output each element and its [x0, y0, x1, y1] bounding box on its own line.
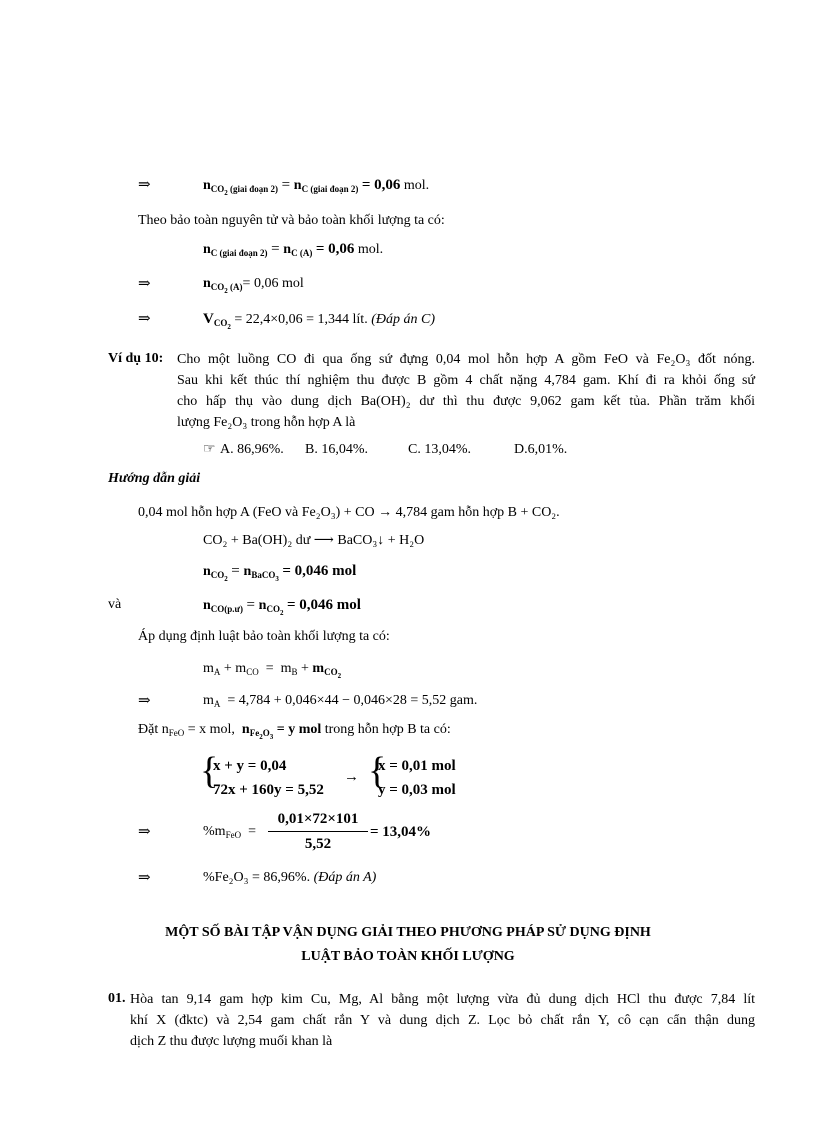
exercise-line: dịch Z thu được lượng muối khan là — [130, 1034, 333, 1049]
final-result-line — [203, 869, 376, 887]
set-variables-line: Đặt $n_{FeO} = x$ mol, $n_{Fe_2O_3} = y$ mol trong hỗn hợp B ta có: — [138, 722, 451, 741]
percent-label: %m — [203, 824, 226, 839]
choice-c: C. 13,04%. — [408, 442, 471, 457]
example-label: Ví dụ 10: — [108, 351, 164, 366]
step1-value: = 0,06 — [361, 177, 401, 193]
step4-equation: $V_{CO_2} = 22,4\times 0,06 = 1,344$ lít. (Đáp án C) — [203, 311, 435, 331]
fraction-denominator: 5,52 — [304, 836, 332, 852]
system-right-eq-1: x = 0,01 mol — [378, 758, 456, 774]
final-answer: (Đáp án A) — [313, 870, 377, 885]
step4-answer: (Đáp án C) — [371, 312, 435, 327]
and-word: và — [108, 597, 122, 612]
reaction-line-1: 0,04 mol hỗn hợp A (FeO và Fe₂O₃) + CO → 4,784 gam hỗn hợp B + CO₂. — [138, 505, 560, 520]
exercise-number: 01. — [108, 991, 126, 1006]
set-vars-x: = x mol, — [187, 722, 235, 737]
mass-calculation: $m_A = 4,784 + 0,046\times 44 - 0,046\times 28 = 5,52$ gam. — [203, 693, 478, 709]
reaction-line-2: CO₂ + Ba(OH)₂ dư ⟶ BaCO₃↓ + H₂O — [203, 533, 425, 548]
exercise-line: khí X (đktc) và 2,54 gam chất rắn Y và dung dịch Z. Lọc bỏ chất rắn Y, cô cạn cẩn thận dung — [130, 1013, 755, 1028]
implies-arrow: ⇒ — [138, 870, 151, 886]
set-vars-prefix: Đặt n — [138, 722, 169, 737]
example-line: cho hấp thụ vào dung dịch Ba(OH)₂ dư thì thu được 9,062 gam kết tủa. Phần trăm khối — [177, 394, 755, 409]
implies-arrow: ⇒ — [138, 276, 151, 292]
guide-title: Hướng dẫn giải — [108, 471, 201, 486]
step3-value: = 0,06 mol — [242, 276, 304, 291]
apply-law-text: Áp dụng định luật bảo toàn khối lượng ta có: — [138, 629, 390, 644]
set-vars-y: = y mol — [276, 722, 322, 737]
co-moles-equation: $n_{CO(p.ư)} = n_{CO_2} = 0,046$ mol — [203, 597, 361, 617]
system-right-eq-2: y = 0,03 mol — [378, 782, 456, 798]
implies-arrow: ⇒ — [138, 693, 151, 709]
section-heading-line-2: LUẬT BẢO TOÀN KHỐI LƯỢNG — [301, 949, 515, 964]
exercise-text — [130, 989, 755, 1052]
mass-balance-equation: $m_A + m_{CO} = m_B + m_{CO_2}$ — [203, 661, 342, 680]
percent-feo-label: $\%m_{FeO}$ = — [203, 824, 256, 840]
co2-moles-equation: $n_{CO_2} = n_{BaCO_3} = 0,046$ mol — [203, 563, 357, 583]
choice-b: B. 16,04%. — [305, 442, 368, 457]
right-arrow-icon: → — [344, 769, 359, 785]
right-brace: { — [368, 750, 387, 792]
example-text — [177, 349, 755, 433]
example-line: Cho một luồng CO đi qua ống sứ đựng 0,04 mol hỗn hợp A gồm FeO và Fe₂O₃ đốt nóng. — [177, 352, 755, 367]
implies-arrow: ⇒ — [138, 824, 151, 840]
intro-text: Theo bảo toàn nguyên tử và bảo toàn khối lượng ta có: — [138, 213, 445, 228]
system-left-eq-1: x + y = 0,04 — [213, 758, 287, 774]
final-percent: %Fe₂O₃ = 86,96%. — [203, 870, 311, 885]
fraction-bar — [268, 831, 368, 832]
co2-moles-value: = 0,046 mol — [282, 563, 357, 579]
set-vars-suffix: trong hỗn hợp B ta có: — [324, 722, 451, 737]
step1-unit: mol. — [403, 178, 430, 193]
step4-value: = 22,4×0,06 = 1,344 lít. — [234, 312, 368, 327]
step1-equation: $n_{CO_2 (giai đoạn 2)} = n_{C (giai đoạn 2)} = 0,06$ mol. — [203, 177, 430, 197]
system-left-eq-2: 72x + 160y = 5,52 — [213, 782, 324, 798]
choice-d: D.6,01%. — [514, 442, 568, 457]
percent-result: = 13,04% — [370, 824, 432, 840]
step2-value: = 0,06 — [315, 241, 355, 257]
example-line: lượng Fe₂O₃ trong hỗn hợp A là — [177, 415, 356, 430]
exercise-line: Hòa tan 9,14 gam hợp kim Cu, Mg, Al bằng một lượng vừa đủ dung dịch HCl thu được 7,84 lít — [130, 992, 755, 1007]
choice-a: A. 86,96%. — [220, 442, 284, 457]
step2-unit: mol. — [357, 242, 384, 257]
left-brace: { — [200, 750, 219, 792]
section-heading-line-1: MỘT SỐ BÀI TẬP VẬN DỤNG GIẢI THEO PHƯƠNG PHÁP SỬ DỤNG ĐỊNH — [165, 925, 651, 940]
example-line: Sau khi kết thúc thí nghiệm thu được B gồm 4 chất nặng 4,784 gam. Khí đi ra khỏi ống sứ — [177, 373, 755, 388]
co-moles-value: = 0,046 mol — [286, 597, 361, 613]
pointing-hand-icon: ☞ — [203, 442, 216, 457]
implies-arrow: ⇒ — [138, 311, 151, 327]
step3-equation: $n_{CO_2 (A)}= 0,06$ mol — [203, 276, 304, 295]
step2-equation: $n_{C (giai đoạn 2)} = n_{C (A)} = 0,06$ mol. — [203, 241, 384, 258]
mass-calc-value: = 4,784 + 0,046×44 − 0,046×28 = 5,52 gam. — [227, 693, 478, 708]
fraction-numerator: 0,01×72×101 — [277, 811, 359, 827]
implies-arrow: ⇒ — [138, 177, 151, 193]
